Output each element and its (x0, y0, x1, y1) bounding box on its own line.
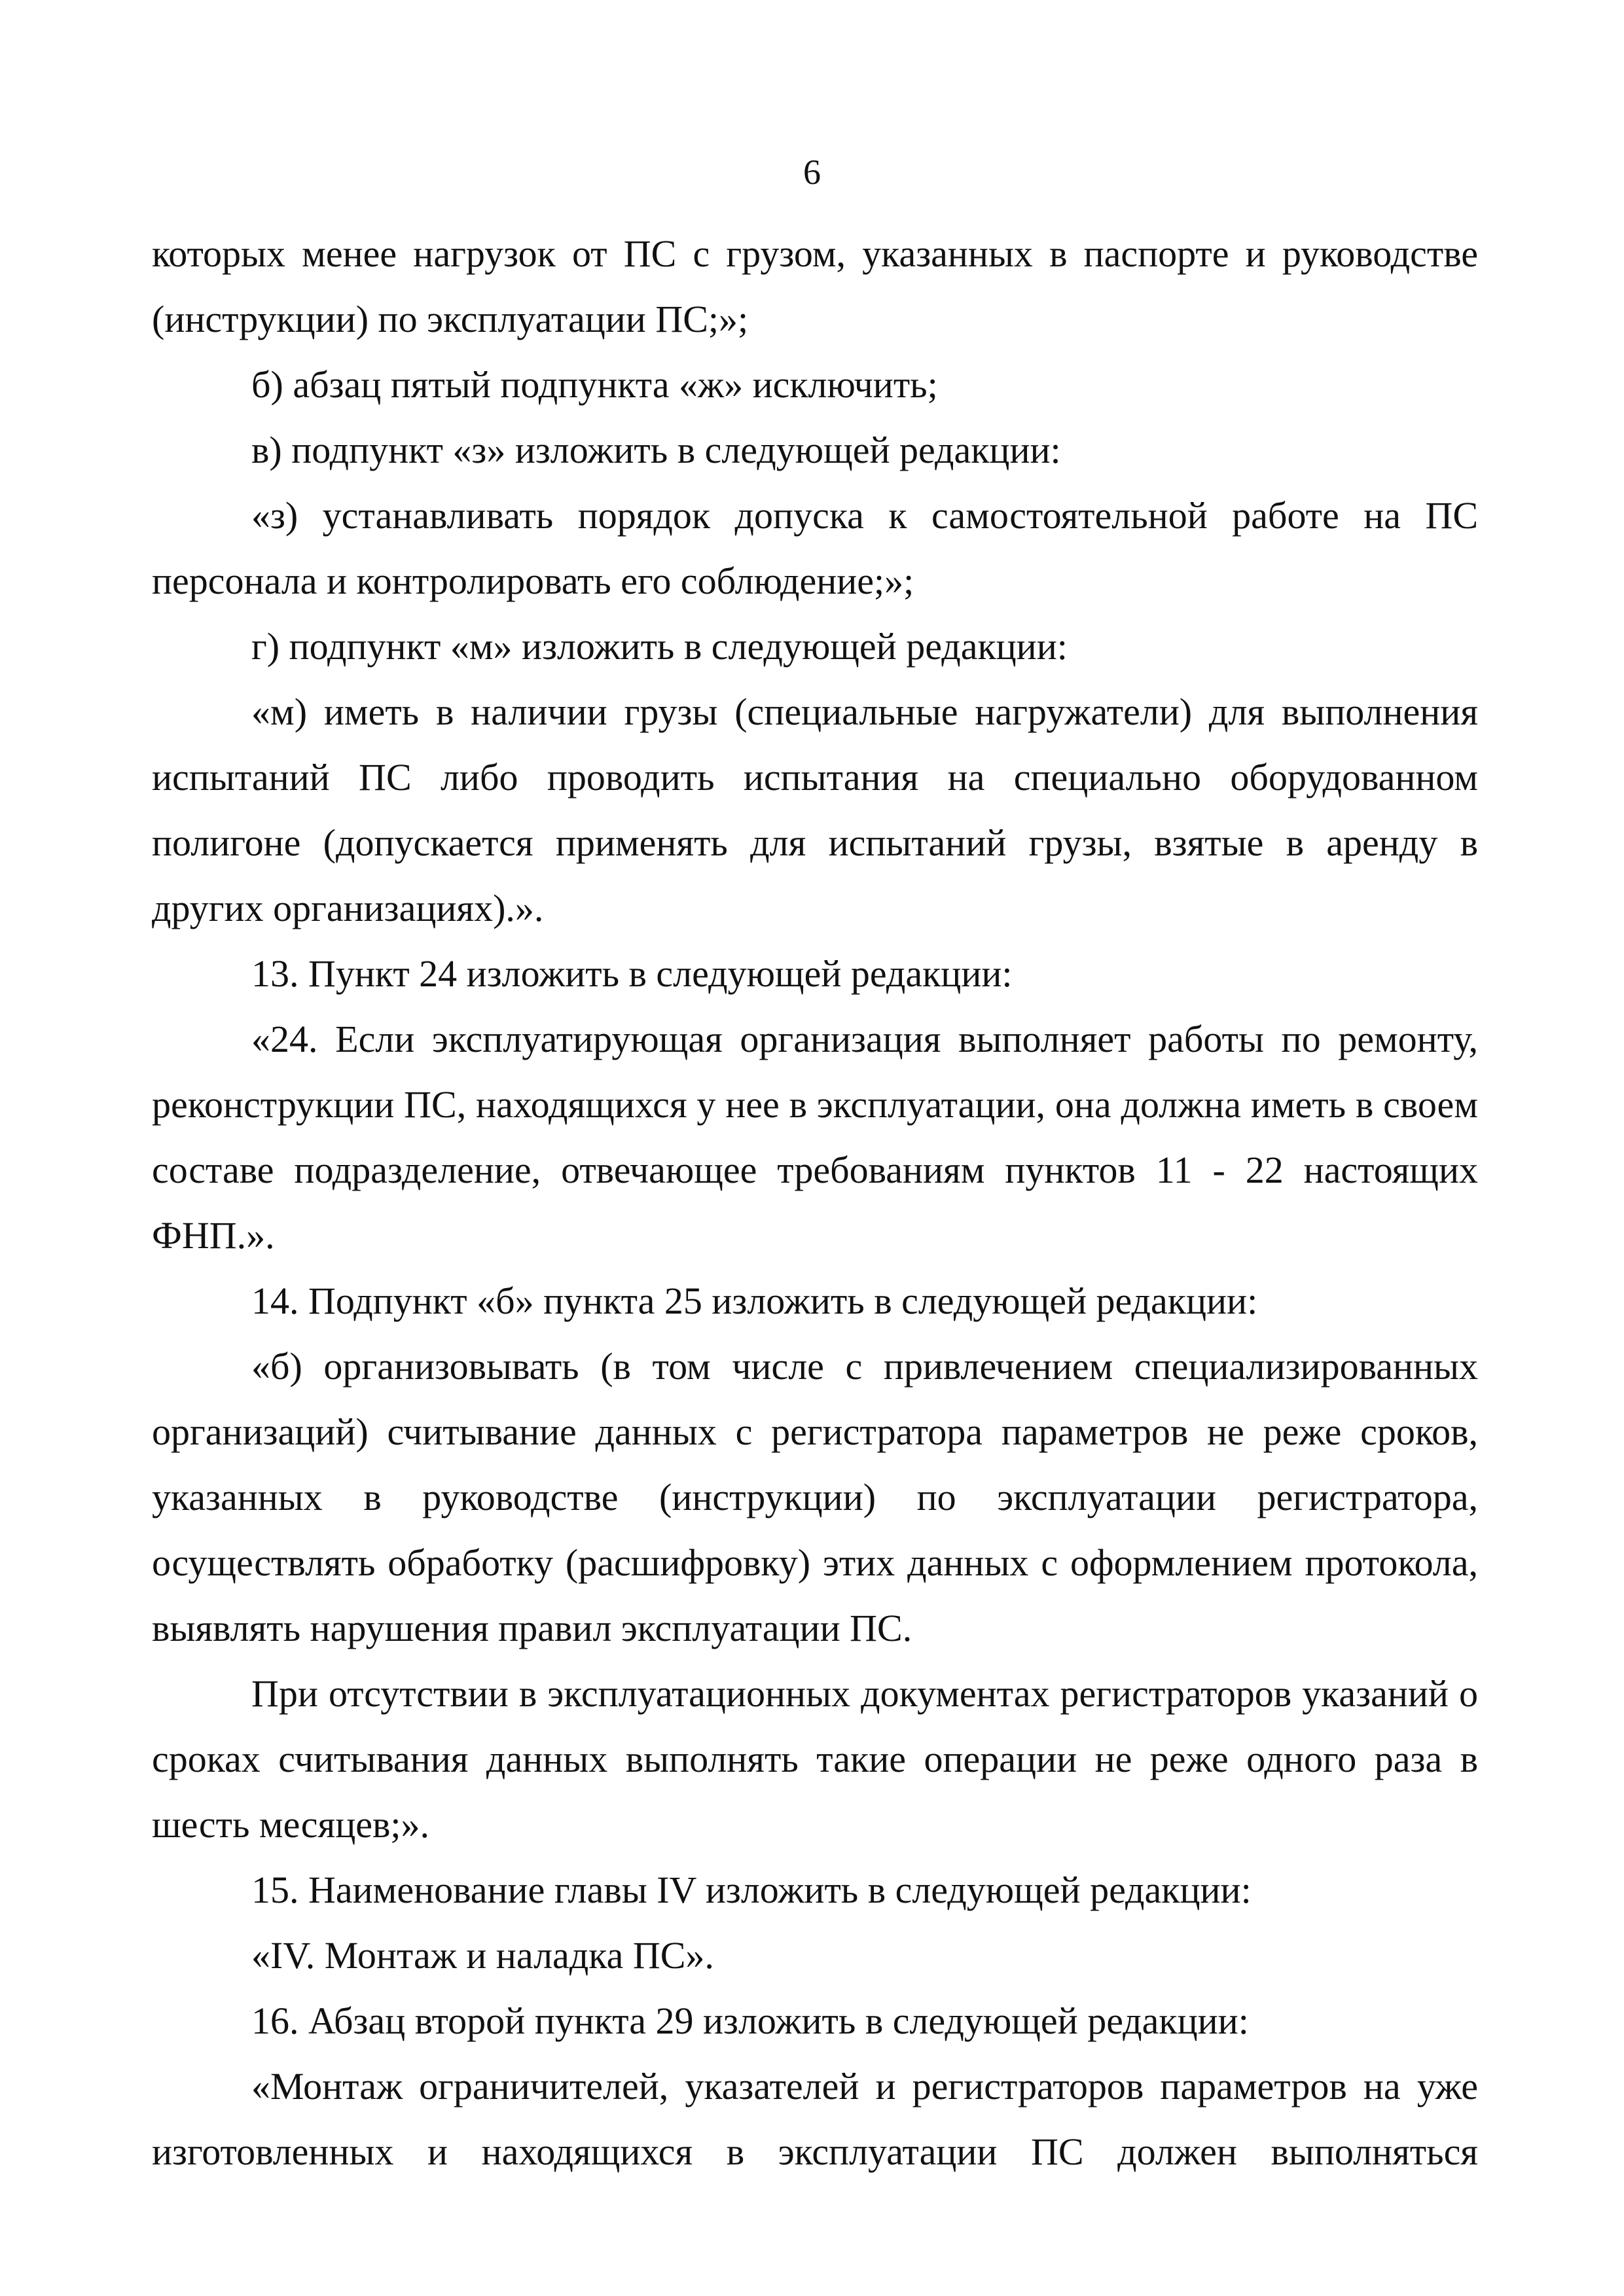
page-number: 6 (803, 152, 821, 192)
paragraph-z-quote: «з) устанавливать порядок допуска к самостоятельной работе на ПС персонала и контролировать его соблюдение;»; (152, 494, 1478, 602)
paragraph-b-quote: «б) организовывать (в том числе с привлечением специализированных организаций) считывание данных с регистратора параметров не реже сроков, указанных в руководстве (инструкции) по эксплуатации регистратора, осуществлять обработку (расшифровку) этих данных с оформлением протокола, выявлять нарушения правил эксплуатации ПС. (152, 1345, 1478, 1649)
paragraph-24-quote: «24. Если эксплуатирующая организация выполняет работы по ремонту, реконструкции ПС, находящихся у нее в эксплуатации, она должна иметь в своем составе подразделение, отвечающее требованиям пунктов 11 - 22 настоящих ФНП.». (152, 1018, 1478, 1257)
paragraph-14: 14. Подпункт «б» пункта 25 изложить в следующей редакции: (251, 1280, 1258, 1322)
paragraph-g-item: г) подпункт «м» изложить в следующей редакции: (251, 625, 1068, 668)
paragraph-b-item: б) абзац пятый подпункта «ж» исключить; (251, 363, 938, 406)
paragraph-continuation: которых менее нагрузок от ПС с грузом, указанных в паспорте и руководстве (инструкции) по эксплуатации ПС;»; (152, 232, 1478, 340)
paragraph-chapter-iv-title: «IV. Монтаж и наладка ПС». (251, 1934, 714, 1977)
paragraph-v-item: в) подпункт «з» изложить в следующей редакции: (251, 429, 1061, 471)
paragraph-montage-quote: «Монтаж ограничителей, указателей и регистраторов параметров на уже изготовленных и находящихся в эксплуатации ПС должен выполняться (152, 2065, 1478, 2173)
paragraph-m-quote: «м) иметь в наличии грузы (специальные нагружатели) для выполнения испытаний ПС либо проводить испытания на специально оборудованном полигоне (допускается применять для испытаний грузы, взятые в аренду в других организациях).». (152, 691, 1478, 929)
paragraph-13: 13. Пункт 24 изложить в следующей редакции: (251, 952, 1013, 995)
document-body (152, 221, 1478, 2185)
paragraph-15: 15. Наименование главы IV изложить в следующей редакции: (251, 1869, 1252, 1911)
paragraph-absence-note: При отсутствии в эксплуатационных документах регистраторов указаний о сроках считывания данных выполнять такие операции не реже одного раза в шесть месяцев;». (152, 1672, 1478, 1846)
paragraph-16: 16. Абзац второй пункта 29 изложить в следующей редакции: (251, 2000, 1249, 2042)
